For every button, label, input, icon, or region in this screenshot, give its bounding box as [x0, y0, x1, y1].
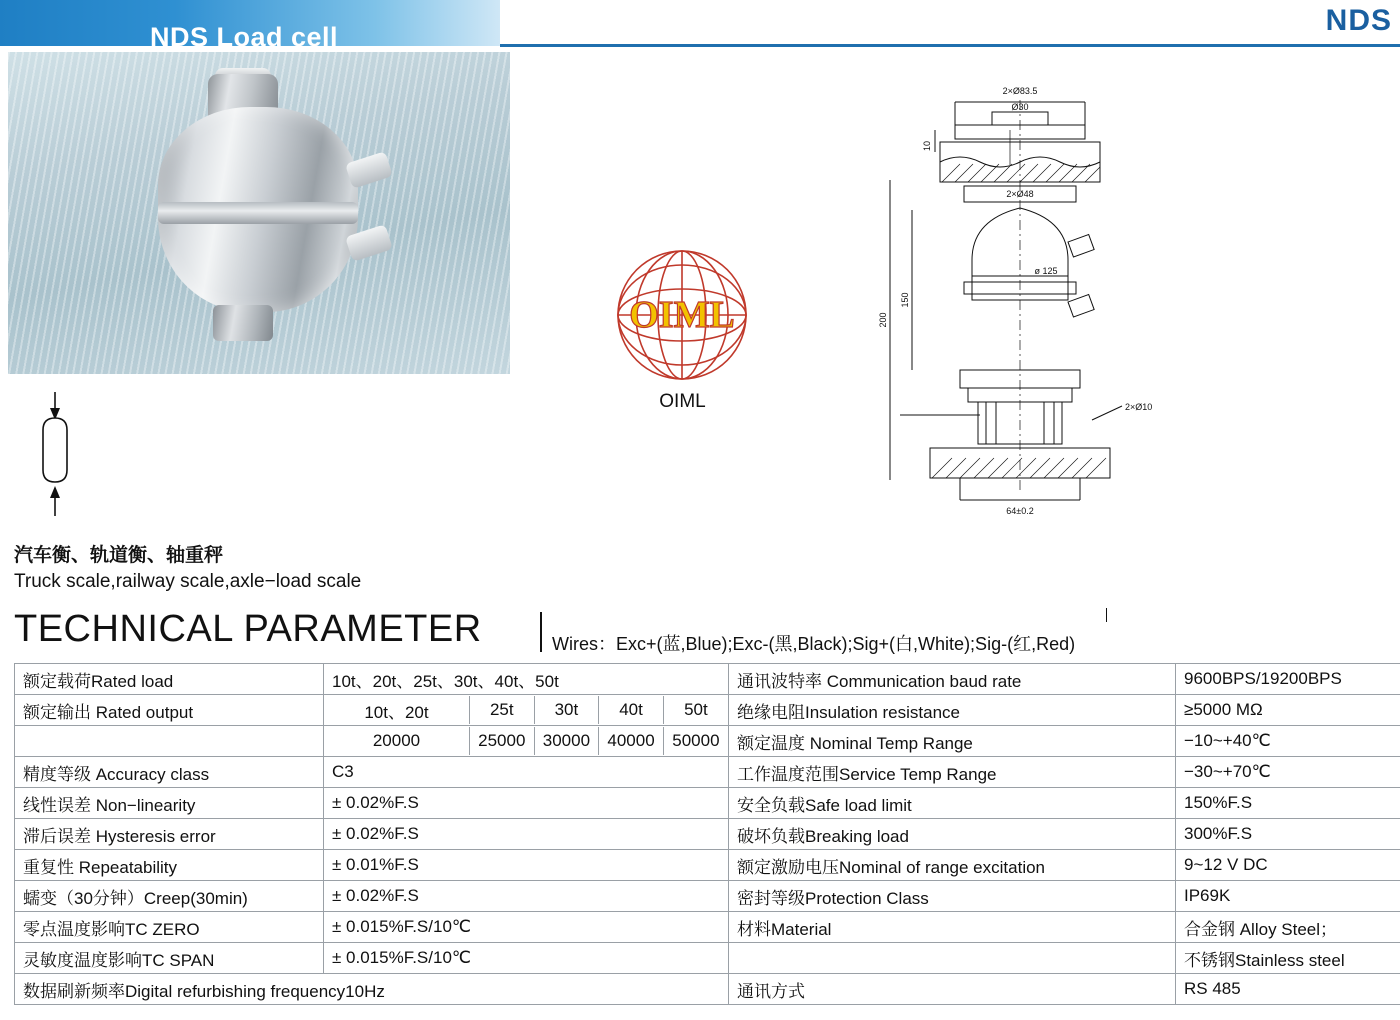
spec-value: 合金钢 Alloy Steel；	[1176, 912, 1400, 943]
spec-value: 150%F.S	[1176, 788, 1400, 819]
page-header	[0, 0, 1400, 52]
spec-label: 额定载荷Rated load	[15, 664, 324, 695]
spec-value: −10~+40℃	[1176, 726, 1400, 757]
spec-subcell: 20000	[324, 727, 469, 755]
dim-mid-holes: 2×Ø48	[1006, 189, 1034, 199]
table-row	[15, 726, 1400, 757]
header-right-label: NDS	[1325, 4, 1392, 37]
spec-subcell: 30t	[534, 696, 599, 724]
spec-value: ± 0.015%F.S/10℃	[324, 912, 729, 943]
dim-height-inner: 150	[900, 292, 910, 308]
spec-value: 10t、20t、25t、30t、40t、50t	[324, 664, 729, 695]
spec-label: 绝缘电阻Insulation resistance	[729, 695, 1176, 726]
table-row	[15, 943, 1400, 974]
wires-note: Wires：Exc+(蓝,Blue);Exc-(黑,Black);Sig+(白,White);Sig-(红,Red)	[552, 634, 1076, 654]
spec-subcell: 40t	[599, 696, 664, 724]
spec-label: 安全负载Safe load limit	[729, 788, 1176, 819]
spec-label: 额定输出 Rated output	[15, 695, 324, 726]
application-caption-cn: 汽车衡、轨道衡、轴重秤	[14, 545, 224, 566]
oiml-globe-icon	[600, 245, 765, 395]
table-row	[15, 788, 1400, 819]
table-row	[15, 974, 1400, 1005]
table-row	[15, 695, 1400, 726]
table-row	[15, 912, 1400, 943]
load-direction-sketch	[16, 390, 96, 520]
dim-top-thickness: 10	[922, 140, 932, 152]
spec-value: ≥5000 MΩ	[1176, 695, 1400, 726]
load-cell-base	[213, 305, 273, 341]
spec-label: 密封等级Protection Class	[729, 881, 1176, 912]
dim-top-dia: Ø30	[1011, 102, 1029, 112]
spec-label: 蠕变（30分钟）Creep(30min)	[15, 881, 324, 912]
oiml-logo	[600, 245, 765, 415]
spec-value: −30~+70℃	[1176, 757, 1400, 788]
spec-label: 额定温度 Nominal Temp Range	[729, 726, 1176, 757]
spec-label: 零点温度影响TC ZERO	[15, 912, 324, 943]
spec-label	[729, 943, 1176, 974]
spec-label: 滞后误差 Hysteresis error	[15, 819, 324, 850]
spec-value: 300%F.S	[1176, 819, 1400, 850]
header-rule	[500, 44, 1400, 47]
svg-text:OIML: OIML	[629, 294, 735, 336]
dim-top-holes: 2×Ø83.5	[1002, 86, 1038, 96]
spec-value: ± 0.01%F.S	[324, 850, 729, 881]
spec-value: 9~12 V DC	[1176, 850, 1400, 881]
spec-subcell: 50000	[672, 731, 720, 750]
spec-subcell: 40000	[599, 727, 664, 755]
spec-label: 通讯波特率 Communication baud rate	[729, 664, 1176, 695]
spec-label: 破坏负载Breaking load	[729, 819, 1176, 850]
table-row	[15, 881, 1400, 912]
page-title: NDS Load cell	[150, 22, 339, 52]
spec-value: ± 0.02%F.S	[324, 819, 729, 850]
spec-value: 不锈钢Stainless steel	[1176, 943, 1400, 974]
spec-label: 灵敏度温度影响TC SPAN	[15, 943, 324, 974]
spec-label: 重复性 Repeatability	[15, 850, 324, 881]
specification-table	[14, 663, 1400, 1005]
spec-label: 额定激励电压Nominal of range excitation	[729, 850, 1176, 881]
spec-value: RS 485	[1176, 974, 1400, 1005]
spec-label: 线性误差 Non−linearity	[15, 788, 324, 819]
spec-value: ± 0.02%F.S	[324, 881, 729, 912]
spec-label	[15, 726, 324, 757]
section-title: TECHNICAL PARAMETER	[14, 608, 482, 650]
application-caption-en: Truck scale,railway scale,axle−load scale	[14, 571, 362, 592]
oiml-caption: OIML	[659, 391, 706, 412]
spec-subcell: 25000	[469, 727, 534, 755]
product-photo	[8, 52, 510, 374]
spec-label: 通讯方式	[729, 974, 1176, 1005]
table-row	[15, 664, 1400, 695]
spec-label: 数据刷新频率Digital refurbishing frequency10Hz	[15, 974, 729, 1005]
spec-value: ± 0.02%F.S	[324, 788, 729, 819]
wires-separator	[540, 612, 542, 652]
spec-value: IP69K	[1176, 881, 1400, 912]
spec-value: C3	[324, 757, 729, 788]
spec-subcell: 25t	[469, 696, 534, 724]
load-cell-seam-band	[158, 202, 358, 224]
dim-body-dia: ø 125	[1034, 266, 1058, 276]
spec-label: 材料Material	[729, 912, 1176, 943]
dim-bottom-holes: 2×Ø10	[1125, 402, 1153, 412]
table-row	[15, 757, 1400, 788]
spec-value-group	[324, 695, 729, 726]
table-row	[15, 819, 1400, 850]
spec-subcell: 10t、20t	[324, 696, 469, 724]
spec-label: 精度等级 Accuracy class	[15, 757, 324, 788]
dimensional-drawing	[860, 70, 1160, 600]
dim-base-width: 64±0.2	[1006, 506, 1034, 516]
spec-value: ± 0.015%F.S/10℃	[324, 943, 729, 974]
application-caption	[14, 540, 534, 593]
dim-height-outer: 200	[878, 312, 888, 328]
spec-value-group	[324, 726, 729, 757]
wires-tick	[1106, 608, 1107, 622]
spec-subcell: 50t	[684, 700, 708, 719]
spec-label: 工作温度范围Service Temp Range	[729, 757, 1176, 788]
table-row	[15, 850, 1400, 881]
spec-subcell: 30000	[534, 727, 599, 755]
spec-value: 9600BPS/19200BPS	[1176, 664, 1400, 695]
